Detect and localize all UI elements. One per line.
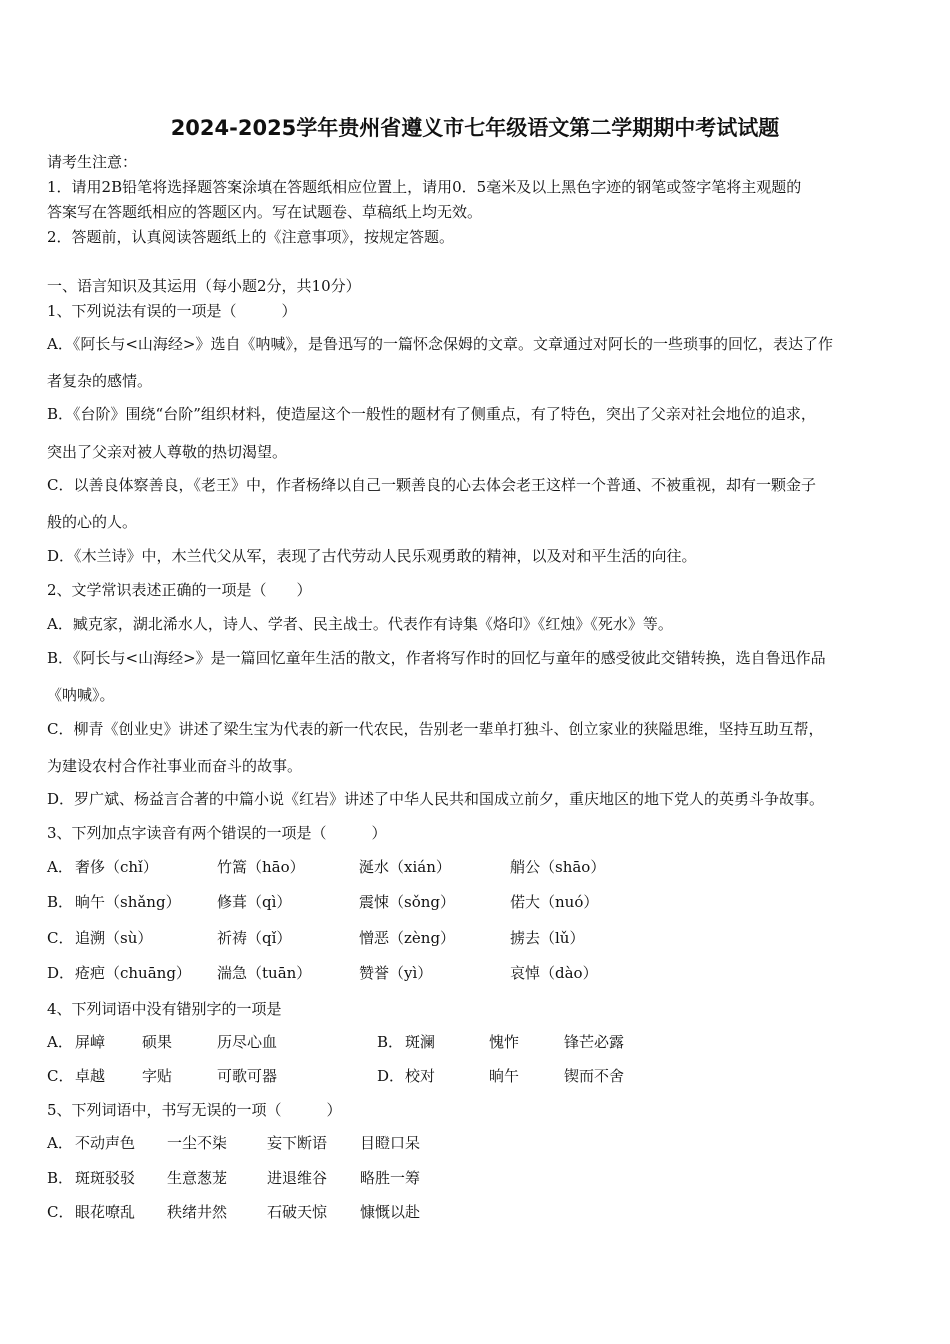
q3-word: 疮疤（chuāng）	[75, 964, 191, 982]
q5-word: 进退维谷	[267, 1169, 328, 1187]
q4-word: 校对	[405, 1067, 436, 1085]
q5-word: 秩绪井然	[167, 1203, 228, 1221]
q4-option-label: D．	[377, 1067, 405, 1085]
q3-word: 艄公（shāo）	[510, 858, 606, 876]
q5-option-label: C．	[47, 1203, 74, 1221]
q4-word: 屏嶂	[75, 1033, 106, 1051]
q5-option-label: B．	[47, 1169, 74, 1187]
q2-option-b-line1: B．《阿长与<山海经>》是一篇回忆童年生活的散文，作者将写作时的回忆与童年的感受彼此交错转换，选自鲁迅作品	[47, 649, 826, 667]
q3-word: 哀悼（dào）	[510, 964, 598, 982]
q3-stem: 3、下列加点字读音有两个错误的一项是（ ）	[47, 824, 387, 842]
q3-word: 祈祷（qǐ）	[217, 929, 292, 947]
q5-word: 斑斑驳驳	[75, 1169, 136, 1187]
q3-option-label: B．	[47, 893, 74, 911]
q5-word: 妄下断语	[267, 1134, 328, 1152]
q5-stem: 5、下列词语中，书写无误的一项（ ）	[47, 1101, 342, 1119]
q3-word: 涎水（xián）	[359, 858, 451, 876]
q2-option-c-line2: 为建设农村合作社事业而奋斗的故事。	[47, 757, 303, 775]
q2-option-d-line1: D．罗广斌、杨益言合著的中篇小说《红岩》讲述了中华人民共和国成立前夕，重庆地区的地下党人的英勇斗争故事。	[47, 790, 825, 808]
q1-option-b-line1: B．《台阶》围绕“台阶”组织材料，使造屋这个一般性的题材有了侧重点，有了特色，突出了父亲对社会地位的追求，	[47, 405, 816, 423]
q4-word: 历尽心血	[217, 1033, 278, 1051]
q4-option-label: C．	[47, 1067, 74, 1085]
q4-word: 卓越	[75, 1067, 106, 1085]
q3-word: 晌午（shǎng）	[75, 893, 181, 911]
q4-word: 锲而不舍	[564, 1067, 625, 1085]
q3-word: 震悚（sǒng）	[359, 893, 455, 911]
q4-option-label: B．	[377, 1033, 404, 1051]
q3-word: 掳去（lǔ）	[510, 929, 585, 947]
q3-word: 奢侈（chǐ）	[75, 858, 158, 876]
q5-option-label: A．	[47, 1134, 73, 1152]
q1-option-c-line1: C．以善良体察善良，《老王》中，作者杨绛以自己一颗善良的心去体会老王这样一个普通、不被重视，却有一颗金子	[47, 476, 816, 494]
q3-word: 湍急（tuān）	[217, 964, 312, 982]
q1-option-a-line2: 者复杂的感情。	[47, 372, 153, 390]
q4-word: 可歌可器	[217, 1067, 278, 1085]
q4-word: 硕果	[142, 1033, 173, 1051]
notice-heading: 请考生注意：	[47, 153, 138, 171]
q4-option-label: A．	[47, 1033, 73, 1051]
q3-word: 修葺（qì）	[217, 893, 292, 911]
q4-word: 愧怍	[489, 1033, 520, 1051]
q2-option-b-line2: 《呐喊》。	[47, 686, 115, 704]
q5-word: 眼花嘹乱	[75, 1203, 136, 1221]
q2-stem: 2、文学常识表述正确的一项是（ ）	[47, 581, 312, 599]
q5-word: 一尘不柒	[167, 1134, 228, 1152]
notice-line-1: 1．请用2B铅笔将选择题答案涂填在答题纸相应位置上，请用0．5毫米及以上黑色字迹的钢笔或签字笔将主观题的	[47, 178, 802, 196]
q5-word: 生意葱茏	[167, 1169, 228, 1187]
q1-option-a-line1: A．《阿长与<山海经>》选自《呐喊》，是鲁迅写的一篇怀念保姆的文章。文章通过对阿长的一些琐事的回忆，表达了作	[47, 335, 833, 353]
q1-stem: 1、下列说法有误的一项是（ ）	[47, 302, 297, 320]
q5-word: 慷慨以赴	[360, 1203, 421, 1221]
q5-word: 石破天惊	[267, 1203, 328, 1221]
page-title: 2024-2025学年贵州省遵义市七年级语文第二学期期中考试试题	[170, 116, 780, 140]
q5-word: 略胜一筹	[360, 1169, 421, 1187]
q2-option-c-line1: C．柳青《创业史》讲述了梁生宝为代表的新一代农民，告别老一辈单打独斗、创立家业的狭隘思维，坚持互助互帮，	[47, 720, 824, 738]
q1-option-b-line2: 突出了父亲对被人尊敬的热切渴望。	[47, 443, 288, 461]
q4-word: 字贴	[142, 1067, 173, 1085]
q3-word: 赞誉（yì）	[359, 964, 433, 982]
q4-word: 锋芒必露	[564, 1033, 625, 1051]
section-heading: 一、语言知识及其运用（每小题2分，共10分）	[47, 277, 361, 295]
notice-line-1b: 答案写在答题纸相应的答题区内。写在试题卷、草稿纸上均无效。	[47, 203, 483, 221]
q1-option-d-line1: D．《木兰诗》中，木兰代父从军，表现了古代劳动人民乐观勇敢的精神，以及对和平生活的向往。	[47, 547, 697, 565]
q4-word: 晌午	[489, 1067, 520, 1085]
q3-word: 憎恶（zèng）	[359, 929, 456, 947]
notice-line-2: 2．答题前，认真阅读答题纸上的《注意事项》，按规定答题。	[47, 228, 455, 246]
q3-option-label: D．	[47, 964, 75, 982]
q4-stem: 4、下列词语中没有错别字的一项是	[47, 1000, 282, 1018]
q5-word: 目瞪口呆	[360, 1134, 421, 1152]
q3-word: 追溯（sù）	[75, 929, 153, 947]
q3-word: 竹篙（hāo）	[217, 858, 305, 876]
q3-word: 偌大（nuó）	[510, 893, 599, 911]
q1-option-c-line2: 般的心的人。	[47, 513, 138, 531]
q4-word: 斑澜	[405, 1033, 436, 1051]
q5-word: 不动声色	[75, 1134, 136, 1152]
q2-option-a-line1: A．臧克家，湖北浠水人，诗人、学者、民主战士。代表作有诗集《烙印》《红烛》《死水》等。	[47, 615, 673, 633]
q3-option-label: C．	[47, 929, 74, 947]
q3-option-label: A．	[47, 858, 73, 876]
